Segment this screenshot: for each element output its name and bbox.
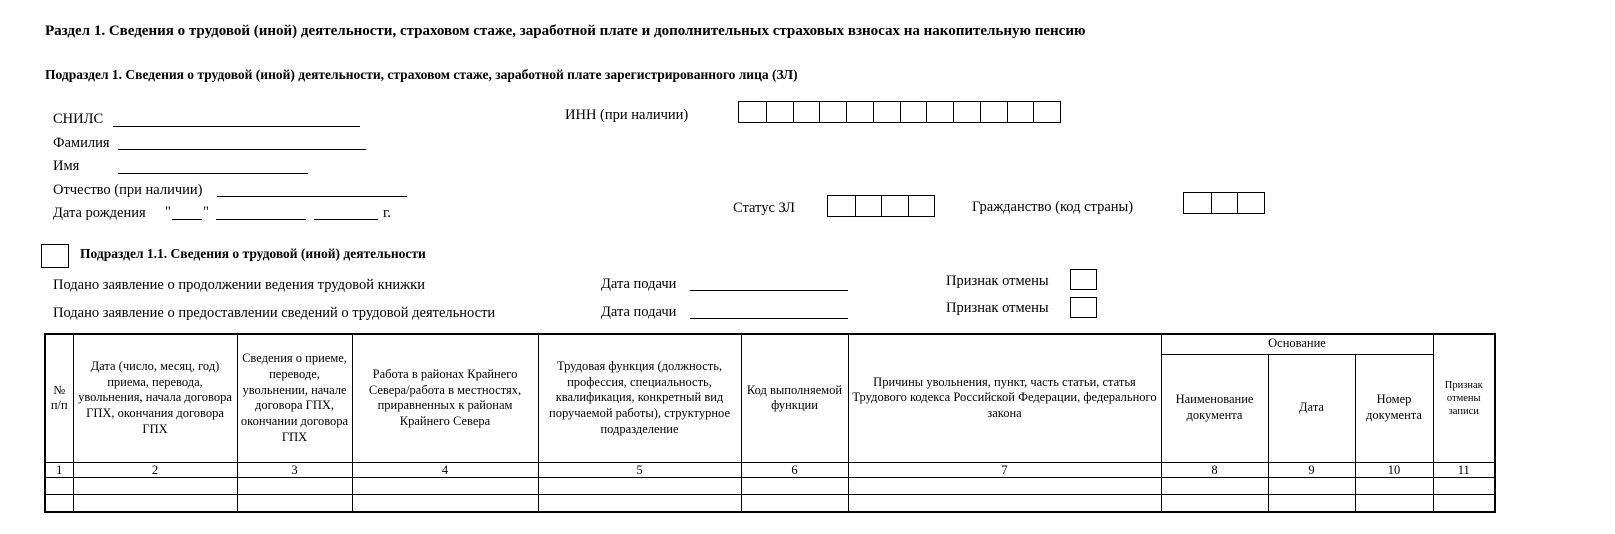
table-cell[interactable] — [1355, 477, 1433, 494]
table-cell[interactable] — [1268, 477, 1355, 494]
citizenship-cells[interactable] — [1183, 192, 1265, 214]
table-row — [45, 477, 1495, 494]
application-continue-cancel-checkbox[interactable] — [1070, 269, 1097, 290]
snils-field[interactable] — [113, 126, 360, 127]
application-provide-cancel-label: Признак отмены — [946, 300, 1049, 316]
birthdate-day-field[interactable] — [172, 219, 202, 220]
column-number: 1 — [45, 462, 73, 477]
header-date: Дата (число, месяц, год) приема, перевода, увольнения, начала договора ГПХ, окончания договора ГПХ — [73, 334, 237, 462]
application-provide-date-field[interactable] — [690, 318, 848, 319]
application-continue-date-field[interactable] — [690, 290, 848, 291]
subsection11-checkbox[interactable] — [41, 244, 69, 268]
status-cells[interactable] — [827, 195, 935, 217]
table-cell[interactable] — [741, 494, 848, 512]
table-cell[interactable] — [352, 494, 538, 512]
column-number: 5 — [538, 462, 741, 477]
column-number: 11 — [1433, 462, 1495, 477]
table-cell[interactable] — [741, 477, 848, 494]
header-cancel: Признак отмены записи — [1433, 334, 1495, 462]
patronymic-field[interactable] — [217, 196, 407, 197]
column-number: 9 — [1268, 462, 1355, 477]
birthdate-quote-close: " — [203, 204, 209, 220]
column-number: 6 — [741, 462, 848, 477]
column-number: 7 — [848, 462, 1161, 477]
patronymic-label: Отчество (при наличии) — [53, 182, 203, 198]
table-cell[interactable] — [1355, 494, 1433, 512]
application-continue-date-label: Дата подачи — [601, 276, 677, 292]
header-code: Код выполняемой функции — [741, 334, 848, 462]
header-function: Трудовая функция (должность, профессия, специальность, квалификация, конкретный вид поручаемой работы), структурное подразделение — [538, 334, 741, 462]
birthdate-year-suffix: г. — [383, 205, 391, 221]
table-row — [45, 494, 1495, 512]
table-cell[interactable] — [538, 494, 741, 512]
table-cell[interactable] — [352, 477, 538, 494]
header-info: Сведения о приеме, переводе, увольнении, начале договора ГПХ, окончании договора ГПХ — [237, 334, 352, 462]
header-num: № п/п — [45, 334, 73, 462]
birthdate-year-field[interactable] — [314, 219, 378, 220]
column-number: 3 — [237, 462, 352, 477]
table-cell[interactable] — [538, 477, 741, 494]
snils-label: СНИЛС — [53, 111, 104, 127]
column-number: 4 — [352, 462, 538, 477]
application-provide-text: Подано заявление о предоставлении сведений о трудовой деятельности — [53, 305, 496, 321]
subsection11-title: Подраздел 1.1. Сведения о трудовой (иной) деятельности — [80, 246, 426, 261]
inn-label: ИНН (при наличии) — [565, 107, 689, 123]
header-doc-name: Наименование документа — [1161, 354, 1268, 462]
employment-table — [44, 333, 1496, 513]
inn-cells[interactable] — [738, 101, 1061, 123]
column-number: 10 — [1355, 462, 1433, 477]
citizenship-label: Гражданство (код страны) — [972, 199, 1134, 215]
table-cell[interactable] — [1433, 494, 1495, 512]
column-number: 8 — [1161, 462, 1268, 477]
table-cell[interactable] — [237, 477, 352, 494]
table-cell[interactable] — [73, 494, 237, 512]
table-cell[interactable] — [848, 477, 1161, 494]
table-cell[interactable] — [45, 494, 73, 512]
name-label: Имя — [53, 158, 80, 174]
birthdate-quote-open: " — [165, 204, 171, 220]
birthdate-label: Дата рождения — [53, 205, 146, 221]
table-cell[interactable] — [45, 477, 73, 494]
application-provide-date-label: Дата подачи — [601, 304, 677, 320]
name-field[interactable] — [118, 173, 308, 174]
table-cell[interactable] — [1268, 494, 1355, 512]
subsection-title: Подраздел 1. Сведения о трудовой (иной) деятельности, страховом стаже, заработной плате зарегистрированного лица (ЗЛ) — [45, 67, 798, 82]
status-label: Статус ЗЛ — [733, 200, 795, 216]
header-north: Работа в районах Крайнего Севера/работа в местностях, приравненных к районам Крайнего Севера — [352, 334, 538, 462]
table-cell[interactable] — [1161, 494, 1268, 512]
table-cell[interactable] — [1433, 477, 1495, 494]
application-continue-cancel-label: Признак отмены — [946, 273, 1049, 289]
table-cell[interactable] — [73, 477, 237, 494]
header-basis: Основание — [1161, 334, 1433, 354]
table-cell[interactable] — [237, 494, 352, 512]
birthdate-month-field[interactable] — [216, 219, 306, 220]
header-doc-date: Дата — [1268, 354, 1355, 462]
surname-field[interactable] — [118, 149, 366, 150]
application-provide-cancel-checkbox[interactable] — [1070, 297, 1097, 318]
column-number: 2 — [73, 462, 237, 477]
header-reasons: Причины увольнения, пункт, часть статьи, статья Трудового кодекса Российской Федерации, федерального закона — [848, 334, 1161, 462]
header-doc-number: Номер документа — [1355, 354, 1433, 462]
surname-label: Фамилия — [53, 135, 110, 151]
section-title: Раздел 1. Сведения о трудовой (иной) деятельности, страховом стаже, заработной плате и дополнительных страховых взносах на накопительную пенсию — [45, 23, 1086, 39]
table-cell[interactable] — [1161, 477, 1268, 494]
table-cell[interactable] — [848, 494, 1161, 512]
application-continue-text: Подано заявление о продолжении ведения трудовой книжки — [53, 277, 425, 293]
